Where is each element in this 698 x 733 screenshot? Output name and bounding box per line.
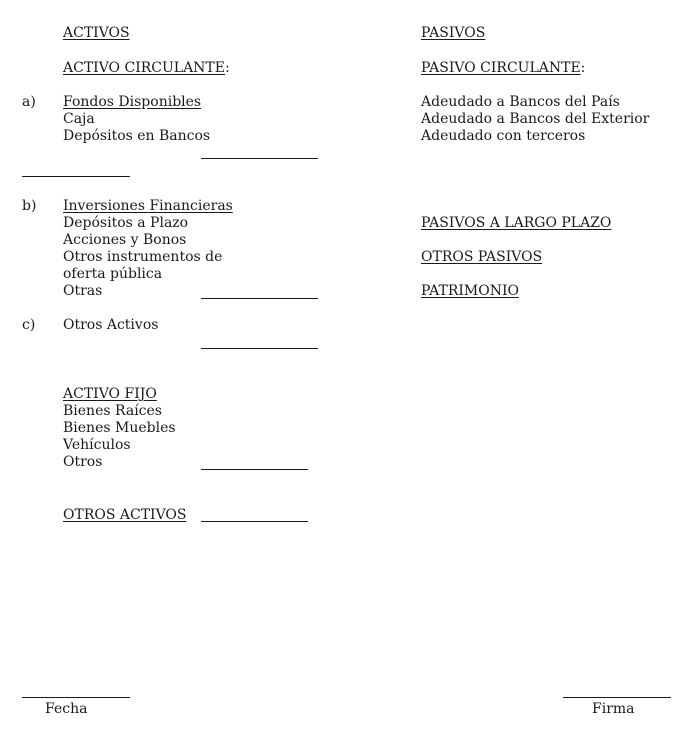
equity: PATRIMONIO [421, 283, 519, 299]
liabilities-heading: PASIVOS [421, 25, 486, 41]
current-liabilities-item: Adeudado a Bancos del País [421, 94, 620, 110]
section-a-marker: a) [22, 94, 36, 110]
current-liabilities-item: Adeudado a Bancos del Exterior [421, 111, 650, 127]
current-liabilities-title: PASIVO CIRCULANTE [421, 60, 581, 76]
other-assets-title: OTROS ACTIVOS [63, 507, 187, 523]
current-liabilities-heading [421, 60, 585, 77]
current-liabilities-colon: : [580, 60, 586, 76]
current-assets-title: ACTIVO CIRCULANTE [63, 60, 225, 76]
fixed-assets-title: ACTIVO FIJO [63, 386, 157, 402]
long-term-liabilities: PASIVOS A LARGO PLAZO [421, 215, 612, 231]
section-b-title: Inversiones Financieras [63, 198, 233, 214]
section-a-item: Depósitos en Bancos [63, 128, 211, 144]
current-assets-colon: : [225, 60, 230, 76]
section-a-title: Fondos Disponibles [63, 94, 202, 110]
other-assets-line [201, 521, 308, 522]
section-b-item: Otras [63, 283, 103, 299]
section-b-marker: b) [22, 198, 37, 214]
section-c-subtotal-line [201, 348, 318, 349]
assets-heading: ACTIVOS [63, 25, 130, 41]
section-c-marker: c) [22, 317, 36, 333]
section-b-item: Otros instrumentos de [63, 249, 223, 265]
date-label: Fecha [45, 701, 88, 717]
section-a-item: Caja [63, 111, 95, 127]
section-b-item: Acciones y Bonos [63, 232, 187, 248]
other-liabilities: OTROS PASIVOS [421, 249, 543, 265]
fixed-assets-item: Otros [63, 454, 103, 470]
fixed-assets-subtotal-line [201, 469, 308, 470]
fixed-assets-item: Vehículos [63, 437, 131, 453]
section-b-item: Depósitos a Plazo [63, 215, 189, 231]
date-signature-line [22, 697, 130, 698]
current-assets-heading [63, 60, 230, 77]
signature-label: Firma [592, 701, 635, 717]
signature-line [563, 697, 671, 698]
section-a-subtotal-line [201, 158, 318, 159]
section-b-subtotal-line [201, 298, 318, 299]
current-liabilities-item: Adeudado con terceros [421, 128, 586, 144]
section-c-title: Otros Activos [63, 317, 159, 333]
fixed-assets-item: Bienes Muebles [63, 420, 176, 436]
section-b-item: oferta pública [63, 266, 163, 282]
fixed-assets-item: Bienes Raíces [63, 403, 162, 419]
section-a-total-line [22, 176, 130, 177]
